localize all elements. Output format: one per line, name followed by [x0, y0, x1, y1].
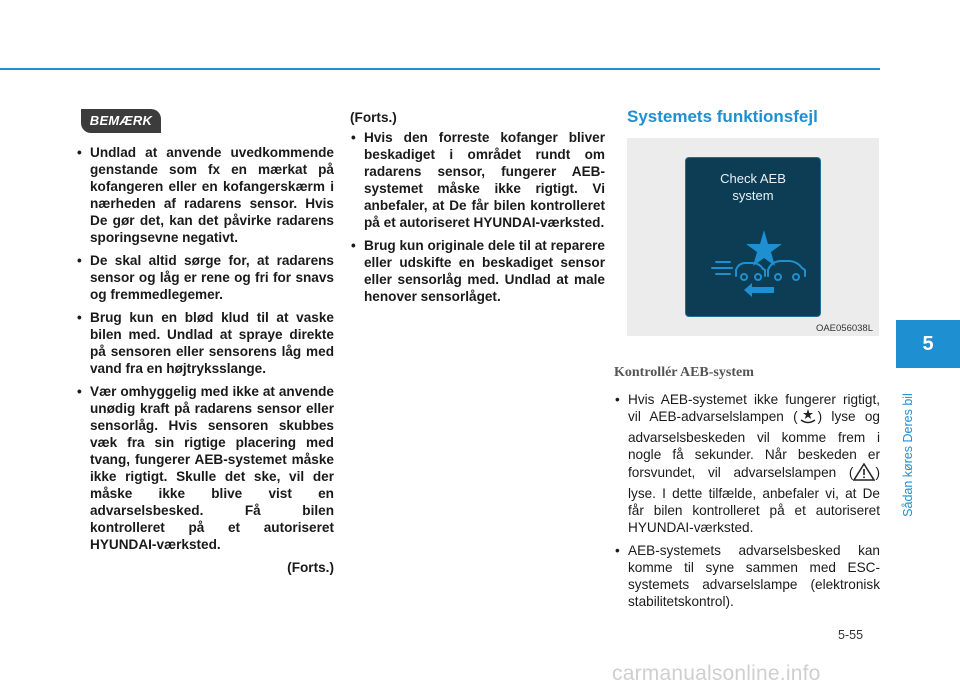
- malfunction-list: [614, 391, 880, 610]
- car-icon: [712, 261, 805, 280]
- bullet1-text-a: Hvis AEB-systemet ikke fungerer rigtigt, vil AEB-advarselslampen (: [628, 392, 880, 424]
- list-item: [614, 391, 880, 536]
- note-middle-column: [350, 109, 605, 311]
- collision-warning-icon: [686, 158, 820, 316]
- warning-triangle-icon: [853, 463, 875, 485]
- aeb-warning-icon: [798, 408, 818, 429]
- list-item: • Brug kun en blød klud til at vaske bilen med. Undlad at spraye direkte på sensoren eller sensorens låg med vand fra en højtryksslange.: [76, 309, 334, 377]
- display-message-line1: Check AEB: [720, 171, 786, 186]
- cluster-display: [685, 157, 821, 317]
- list-item: • Vær omhyggelig med ikke at anvende unødig kraft på radarens sensor eller sensorlåg. Hvis sensoren skubbes væk fra sin rigtige placering med tvang, fungerer AEB-systemet måske ikke rigtigt. Skulle det ske, vil der måske ikke blive vist en advarselsbesked. Få bilen kontrolleret på et autoriseret HYUNDAI-værksted.: [76, 383, 334, 553]
- bullet1-text-c: ) lyse. I dette tilfælde, anbefaler vi, at De får bilen kontrolleret på et autoriseret HYUNDAI-værksted.: [628, 465, 880, 535]
- note-left-list: [76, 144, 334, 553]
- malfunction-column: [614, 365, 880, 616]
- subheading: Kontrollér AEB-system: [614, 365, 754, 380]
- list-item: • Undlad at anvende uvedkommende genstande som fx en mærkat på kofangeren eller en kofangerskærm i nærheden af radarens sensor. Hvis De gør det, kan det påvirke radarens sporingsevne negativt.: [76, 144, 334, 246]
- list-item: • Hvis den forreste kofanger bliver beskadiget i området rundt om radarens sensor, fungerer AEB-systemet måske ikke rigtigt. Vi anbefaler, at De får bilen kontrolleret på et autoriseret HYUNDAI-værksted.: [350, 129, 605, 231]
- note-middle-list: [350, 129, 605, 305]
- list-item: • De skal altid sørge for, at radarens sensor og låg er rene og fri for snavs og fremmedlegemer.: [76, 252, 334, 303]
- continued-end-label: (Forts.): [287, 560, 334, 575]
- chapter-tab[interactable]: 5: [896, 320, 960, 368]
- note-badge: BEMÆRK: [81, 109, 161, 133]
- display-message-line2: system: [732, 188, 774, 203]
- chapter-label-text: Sådan køres Deres bil: [901, 393, 915, 517]
- section-title: Systemets funktionsfejl: [627, 107, 818, 126]
- page-number: 5-55: [838, 628, 864, 642]
- figure-code: OAE056038L: [815, 323, 873, 334]
- note-left-column: [76, 144, 334, 576]
- bullet1-text-b: ) lyse og advarselsbeskeden vil komme frem i nogle få sekunder. Når beskeden er forsvundet, vil advarselslampen (: [628, 409, 880, 480]
- chapter-label: [895, 380, 921, 530]
- list-item: • Brug kun originale dele til at reparere eller udskifte en beskadiget sensor eller sensorlåg med. Undlad at male henover sensorlåget.: [350, 237, 605, 305]
- watermark: carmanualsonline.info: [612, 662, 821, 685]
- arrow-left-icon: [744, 283, 774, 297]
- continued-start-label: (Forts.): [350, 110, 397, 125]
- cluster-figure: [627, 138, 879, 336]
- top-rule: [0, 68, 880, 70]
- impact-star-icon: [746, 230, 782, 266]
- list-item: • AEB-systemets advarselsbesked kan komme til syne sammen med ESC-systemets advarselslampe (elektronisk stabilitetskontrol).: [614, 542, 880, 610]
